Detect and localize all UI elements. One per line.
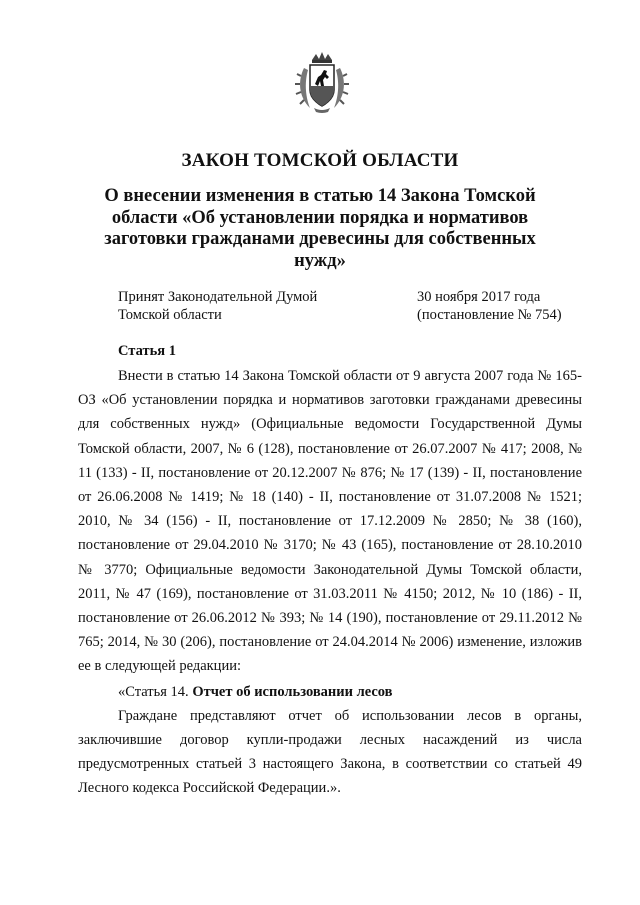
- tomsk-region-coat-of-arms-icon: [294, 50, 350, 114]
- adoption-info: [118, 288, 317, 324]
- law-subtitle: О внесении изменения в статью 14 Закона Томской области «Об установлении порядка и нормативов заготовки гражданами древесины для собственных нужд»: [104, 186, 536, 271]
- article-paragraph-2: Граждане представляют отчет об использовании лесов в органы, заключившие договор купли-продажи лесных насаждений из числа предусмотренных статьей 3 настоящего Закона, в соответствии со статьей 49 Лесного кодекса Российской Федерации.».: [78, 707, 582, 797]
- adoption-date-info: [417, 288, 562, 324]
- article-paragraph-1: Внести в статью 14 Закона Томской области от 9 августа 2007 года № 165-ОЗ «Об установлении порядка и нормативов заготовки гражданами древесины для собственных нужд» (Официальные ведомости Государственной Думы Томской области, 2007, № 6 (128), постановление от 26.07.2007 № 417; 2008, № 11 (133) - II, постановление от 20.12.2007 № 876; № 17 (139) - II, постановление от 26.06.2008 № 1419; № 18 (140) - II, постановление от 31.07.2008 № 1521; 2010, № 34 (156) - II, постановление от 17.12.2009 № 2850; № 38 (160), постановление от 29.04.2010 № 3170; № 43 (165), постановление от 28.10.2010 № 3770; Официальные ведомости Законодательной Думы Томской области, 2011, № 47 (169), постановление от 31.03.2011 № 4150; 2012, № 10 (186) - II, постановление от 26.06.2012 № 393; № 14 (190), постановление от 29.11.2012 № 765; 2014, № 30 (206), постановление от 24.04.2014 № 2006) изменение, изложив ее в следующей редакции:: [78, 368, 582, 675]
- resolution-number: (постановление № 754): [417, 307, 562, 323]
- article-body: [78, 364, 582, 801]
- article-14-heading: [78, 680, 582, 704]
- article-14-prefix: «Статья 14.: [118, 683, 193, 700]
- adopted-by-line-1: Принят Законодательной Думой: [118, 289, 318, 305]
- law-title: ЗАКОН ТОМСКОЙ ОБЛАСТИ: [181, 150, 459, 171]
- article-14-title: Отчет об использовании лесов: [192, 683, 393, 700]
- adoption-date: 30 ноября 2017 года: [417, 289, 541, 305]
- adopted-by-line-2: Томской области: [118, 307, 222, 323]
- article-heading: Статья 1: [118, 343, 176, 359]
